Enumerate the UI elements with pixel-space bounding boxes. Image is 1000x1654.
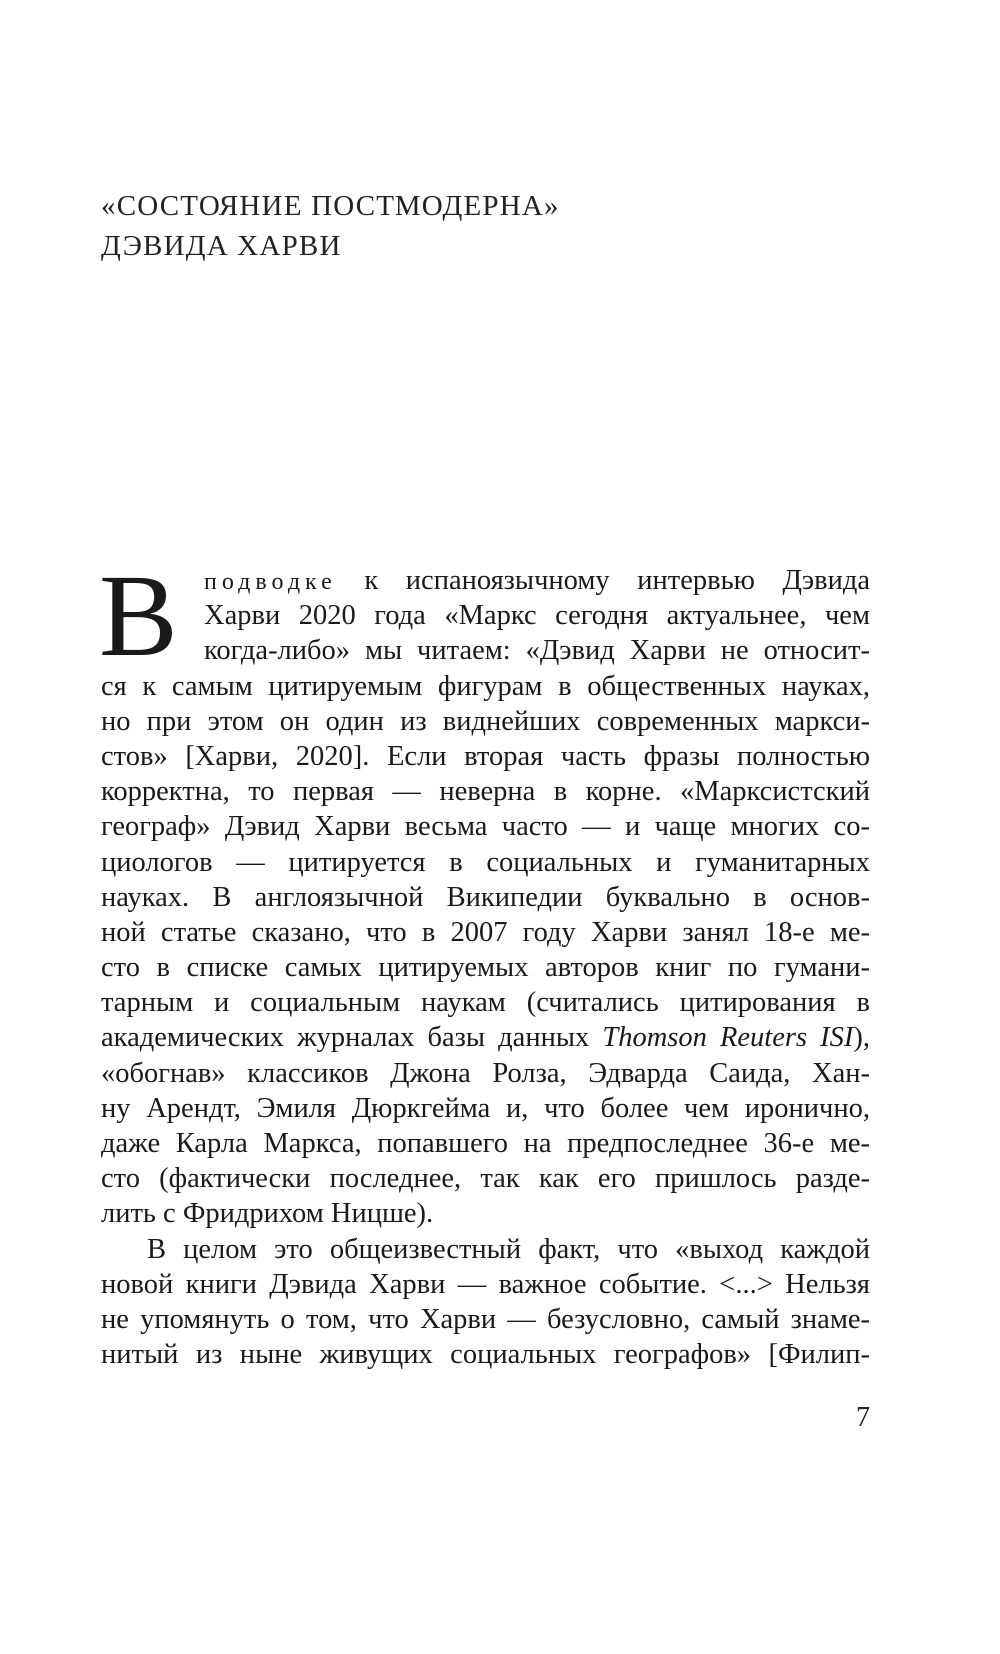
text-line: географ» Дэвид Харви весьма часто — и чаще многих со- <box>101 811 870 843</box>
text-line: В целом это общеизвестный факт, что «выход каждой <box>147 1233 870 1265</box>
text-line: не упомянуть о том, что Харви — безусловно, самый знаме- <box>101 1303 870 1335</box>
text-line: сто (фактически последнее, так как его пришлось разде- <box>101 1163 870 1195</box>
small-caps-lead: подводке <box>204 569 337 595</box>
paragraph-2 <box>101 1232 870 1373</box>
text-line: тарным и социальным наукам (считались цитирования в <box>101 987 870 1019</box>
text-line: стов» [Харви, 2020]. Если вторая часть фразы полностью <box>101 740 870 772</box>
text-line: даже Карла Маркса, попавшего на предпоследнее 36-е ме- <box>101 1128 870 1159</box>
text-line: академических журналах базы данных Thomson Reuters ISI), <box>101 1022 870 1054</box>
text-line: циологов — цитируется в социальных и гуманитарных <box>101 846 870 878</box>
text-line: сто в списке самых цитируемых авторов книг по гумани- <box>101 952 870 984</box>
body-text <box>99 550 870 1372</box>
drop-cap: В <box>99 550 178 681</box>
text-line: когда-либо» мы читаем: «Дэвид Харви не относит- <box>204 635 870 667</box>
paragraph-1 <box>99 550 870 1232</box>
text-line: корректна, то первая — неверна в корне. «Марксистский <box>101 776 870 808</box>
text-line: новой книги Дэвида Харви — важное событие. <...> Нельзя <box>101 1268 870 1300</box>
text-line: ну Арендт, Эмиля Дюркгейма и, что более чем иронично, <box>101 1092 870 1124</box>
page-number: 7 <box>856 1402 870 1433</box>
chapter-title-line-2: ДЭВИДА ХАРВИ <box>101 230 342 262</box>
text-line: ся к самым цитируемым фигурам в общественных науках, <box>101 670 870 702</box>
text-line: но при этом он один из виднейших современных маркси- <box>101 705 870 737</box>
text-line: Харви 2020 года «Маркс сегодня актуальнее, чем <box>204 600 870 632</box>
italic-source-name: Thomson Reuters ISI <box>602 1022 854 1054</box>
text-line: «обогнав» классиков Джона Ролза, Эдварда Саида, Хан- <box>101 1057 870 1089</box>
text-line: ной статье сказано, что в 2007 году Харви занял 18-е ме- <box>101 916 870 948</box>
chapter-title-line-1: «СОСТОЯНИЕ ПОСТМОДЕРНА» <box>101 190 560 222</box>
text-line: лить с Фридрихом Ницше). <box>101 1198 434 1230</box>
chapter-title <box>101 186 901 266</box>
text-line: науках. В англоязычной Википедии буквально в основ- <box>101 881 870 913</box>
text-line: подводке к испаноязычному интервью Дэвида <box>204 565 870 596</box>
text-line: нитый из ныне живущих социальных географов» [Филип- <box>101 1339 870 1371</box>
